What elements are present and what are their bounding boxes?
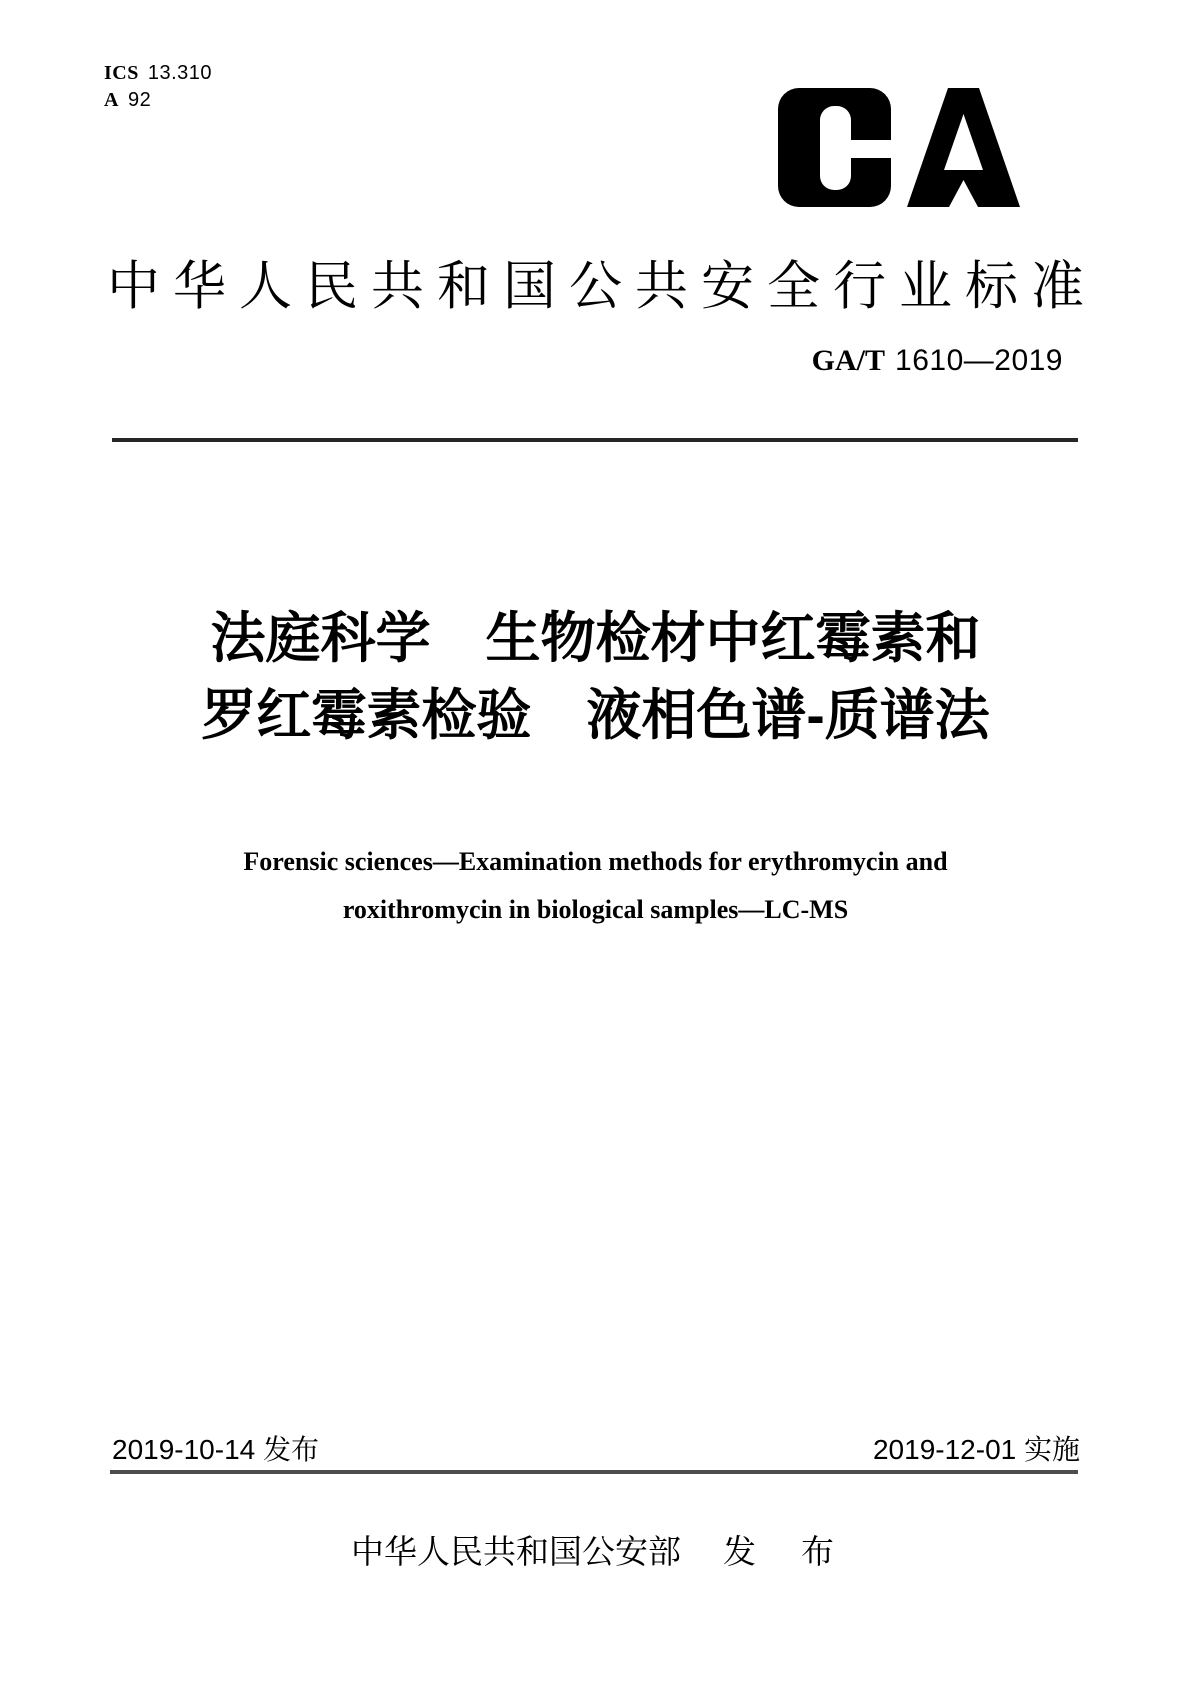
ics-block [104,60,212,114]
publish-action: 发 布 [723,1533,840,1570]
ga-logo-letter-a [907,88,1020,207]
ics-value: 13.310 [147,62,213,84]
issue-date: 2019-10-14 发布 [112,1434,320,1465]
title-en [0,838,1191,934]
ics-label: ICS [104,62,139,84]
title-zh-line2: 罗红霉素检验 液相色谱-质谱法 [201,684,990,746]
footer-rule [110,1470,1078,1474]
title-en-line2: roxithromycin in biological samples—LC-MS [342,895,849,924]
ga-logo-letter-g [778,88,891,207]
implementation-date: 2019-12-01 实施 [872,1434,1080,1465]
title-en-line1: Forensic sciences—Examination methods for erythromycin and [243,847,948,876]
classification-line [104,87,212,114]
standard-prefix: GA/T [811,344,886,377]
publisher-line [0,1526,1191,1573]
class-value: 92 [127,89,152,111]
standard-number [812,344,1063,378]
title-zh-line1: 法庭科学 生物检材中红霉素和 [210,607,981,669]
ics-line [104,60,212,87]
title-zh [0,600,1191,754]
publisher-name: 中华人民共和国公安部 [351,1533,681,1570]
standard-category-heading: 中华人民共和国公共安全行业标准 [107,257,1097,316]
header-rule [112,438,1078,442]
ga-logo [778,88,1020,207]
dates-row [112,1428,1080,1468]
standard-code: 1610—2019 [895,344,1063,377]
class-label: A [104,89,119,111]
